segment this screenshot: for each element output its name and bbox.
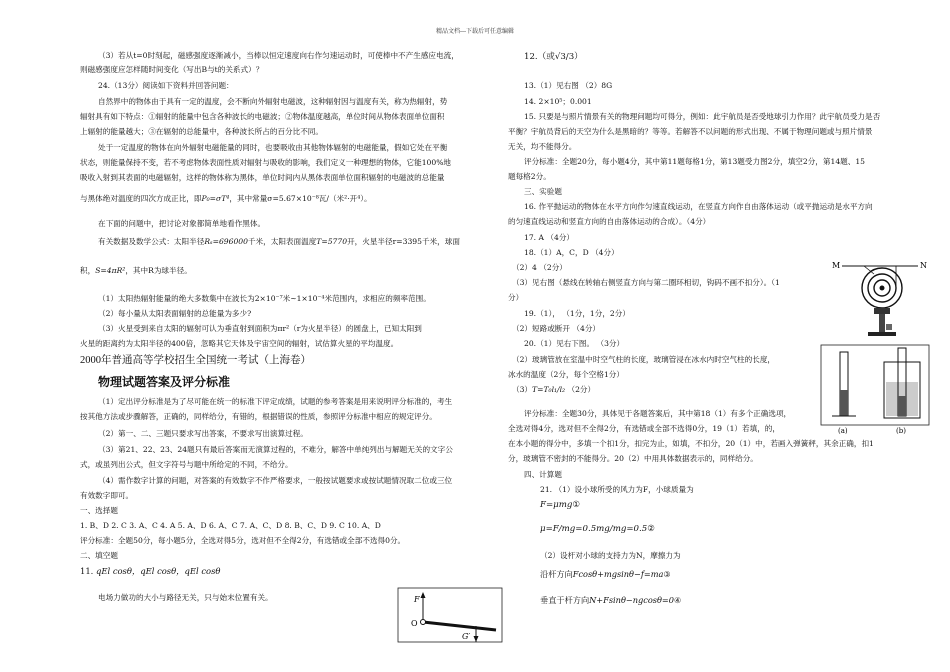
answer-title: 物理试题答案及评分标准 xyxy=(98,375,231,389)
section-experiment: 三、实验题 xyxy=(524,187,562,196)
sun-temperature: T=5770 xyxy=(316,237,348,246)
q18-3a: （3）见右图（悬线在转轴右侧竖直方向与第二圈环相切，钩码不画不扣分）。（1 xyxy=(512,278,780,287)
label-N: N xyxy=(920,261,927,270)
data-line-2 xyxy=(80,265,192,276)
section-choice: 一、选择题 xyxy=(80,506,118,515)
q15-c: 无关，均不能得分。 xyxy=(508,142,577,151)
q20-3-label: （3） xyxy=(512,385,533,394)
q20-3-formula: T=T₀l₁/l₂ xyxy=(532,385,566,394)
paragraph-2d-text2: ，其中常量σ=5.67×10⁻⁸瓦/（米²·开⁴）。 xyxy=(229,194,372,203)
note-4b: 有效数字即可。 xyxy=(80,491,134,500)
pivot-label-O: O xyxy=(411,619,418,628)
choice-answers: 1. B、D 2. C 3. A、C 4. A 5. A、D 6. A、C 7. A、C、D 8. B、C、D 9. C 10. A、D xyxy=(80,521,381,530)
sub-question-3a: （3）火星受到来自太阳的辐射可认为垂直射到面积为πr²（r为火星半径）的圆盘上，已知太阳到 xyxy=(98,324,422,333)
stefan-boltzmann-formula: P₀=σT⁴ xyxy=(201,194,230,203)
force-label-F: F xyxy=(414,595,420,604)
paragraph-1b: 辐射具有如下特点：①辐射的能量中包含各种波长的电磁波；②物体温度越高，单位时间从物体表面单位面积 xyxy=(80,112,445,121)
label-b: (b) xyxy=(896,427,906,435)
q11-note: 电场力做功的大小与路径无关，只与始末位置有关。 xyxy=(98,593,273,602)
label-M: M xyxy=(832,261,841,270)
note-1b: 按其他方法或步骤解答，正确的，同样给分，有错的，根据错误的性质，参照评分标准中相应的规定评分。 xyxy=(80,412,437,421)
paragraph-2d xyxy=(80,193,372,204)
q19-2: （2）短路或断开 （4分） xyxy=(512,324,601,333)
equation-2 xyxy=(540,524,655,535)
q16-b: 的匀速直线运动和竖直方向的自由落体运动的合成）。（4分） xyxy=(508,217,711,226)
q16-a: 16. 作平抛运动的物体在水平方向作匀速直线运动，在竖直方向作自由落体运动（或平抛运动是水平方向 xyxy=(524,202,873,211)
equation-3 xyxy=(540,569,671,580)
q23-part3: （3）若从t=0时刻起，磁感强度逐渐减小，当棒以恒定速度向右作匀速运动时，可使棒中不产生感应电流， xyxy=(98,51,459,60)
note-2: （2）第一、二、三题只要求写出答案，不要求写出演算过程。 xyxy=(98,429,308,438)
section-fill: 二、填空题 xyxy=(80,551,118,560)
q18-2: （2）4 （2分） xyxy=(512,263,567,272)
data-line-1 xyxy=(98,236,460,247)
equation-1-formula: F=μmg xyxy=(540,500,573,510)
q14-answer: 14. 2×10⁵；0.001 xyxy=(524,97,592,106)
equation-4 xyxy=(540,595,681,606)
q18-1: 18.（1）A，C，D （4分） xyxy=(524,248,619,257)
q11-number: 11. xyxy=(80,566,94,576)
section-calculation: 四、计算题 xyxy=(524,470,562,479)
paragraph-2a: 处于一定温度的物体在向外辐射电磁能量的同时，也要吸收由其他物体辐射的电磁能量，假如它处在平衡 xyxy=(98,143,448,152)
paragraph-3: 在下面的问题中，把讨论对象都简单地看作黑体。 xyxy=(98,219,266,228)
q20-2b: 冰水的温度（2分，每个空格1分） xyxy=(508,370,624,379)
q23-part3-cont: 则磁感强度应怎样随时间变化（写出B与t的关系式）？ xyxy=(80,65,264,74)
label-a: (a) xyxy=(838,427,848,435)
choice-scoring: 评分标准：全题50分，每小题5分，全选对得5分，选对但不全得2分，有选错或全部不选得0分。 xyxy=(80,536,406,545)
glass-tube-figure xyxy=(818,342,932,436)
q13-answer: 13.（1）见右图 （2）8G xyxy=(524,81,613,90)
q24-heading: 24.（13分）阅读如下资料并回答问题： xyxy=(98,81,234,90)
q15-b: 平衡？宇航员背后的天空为什么是黑暗的？等等。若解答不以问题的形式出现、不属于物理问题或与照片情景 xyxy=(508,127,873,136)
force-diagram-figure xyxy=(396,586,504,644)
coil-wheel-figure xyxy=(830,252,930,342)
equation-2-number: ② xyxy=(647,524,655,534)
note-3b: 式，或虽列出公式，但文字符号与题中所给定的不同，不给分。 xyxy=(80,460,293,469)
paragraph-2c: 吸收入射到其表面的电磁辐射，这样的物体称为黑体，单位时间内从黑体表面单位面积辐射的电磁波的总能量 xyxy=(80,173,445,182)
note-1a: （1）定出评分标准是为了尽可能在统一的标准下评定成绩，试题的参考答案是用来说明评分标准的，考生 xyxy=(98,397,453,406)
q20-1: 20.（1）见右下图。 （3分） xyxy=(524,339,625,348)
data-text: 开，火星半径r=3395千米，球面 xyxy=(347,237,460,246)
q12-answer: 12.（或√3/3） xyxy=(524,52,583,62)
data-text: 有关数据及数学公式：太阳半径 xyxy=(98,237,205,246)
scoring-3a: 评分标准：全题30分，具体见于各题答案后，其中第18（1）有多个正确选项， xyxy=(524,409,792,418)
equation-1-number: ① xyxy=(572,500,581,510)
paragraph-2b: 状态，则能量保持不变，若不考虑物体表面性质对辐射与吸收的影响，我们定义一种理想的物体，它能100%地 xyxy=(80,158,452,167)
page-header: 精品文档---下载后可任意编辑 xyxy=(435,28,515,35)
paragraph-1c: 上辐射的能量越大；③在辐射的总能量中，各种波长所占的百分比不同。 xyxy=(80,127,323,136)
equation-3-formula: Fcosθ+mgsinθ−f=ma xyxy=(572,569,664,579)
equation-3-number: ③ xyxy=(663,569,671,579)
paragraph-1a: 自然界中的物体由于具有一定的温度，会不断向外辐射电磁波，这种辐射因与温度有关，称为热辐射，势 xyxy=(98,97,448,106)
note-4a: （4）需作数字计算的问题，对答案的有效数字不作严格要求，一般按试题要求或按试题情况取二位或三位 xyxy=(98,476,453,485)
note-3a: （3）第21、22、23、24题只有最后答案而无演算过程的，不难分，解答中单纯列出与解题无关的文字公 xyxy=(98,445,453,454)
q20-3 xyxy=(512,384,595,395)
sun-radius: Rₛ=696000 xyxy=(204,237,248,246)
equation-1 xyxy=(540,500,580,511)
equation-4-number: ④ xyxy=(673,595,682,605)
sub-question-3b: 火星的距离约为太阳半径的400倍，忽略其它天体及宇宙空间的辐射，试估算火星的平均温度。 xyxy=(80,339,399,348)
equation-4-formula: N+Fsinθ−ngcosθ=0 xyxy=(589,595,674,605)
q17-answer: 17. A （4分） xyxy=(524,233,575,242)
q21-1: 21. （1）设小球所受的风力为F，小球质量为 xyxy=(540,485,694,494)
sphere-area-formula: S=4πR² xyxy=(95,266,126,275)
equation-3-label: 沿杆方向 xyxy=(540,569,573,579)
scoring-3b: 全选对得4分，选对但不全得2分，有选错或全部不选得0分，19（1）若填，的， xyxy=(508,424,780,433)
data-text: 千米，太阳表面温度 xyxy=(247,237,317,246)
paragraph-2d-text: 与黑体绝对温度的四次方成正比，即 xyxy=(80,194,202,203)
q19-1: 19.（1）， （1分，1分，2分） xyxy=(524,309,630,318)
exam-title: 2000年普通高等学校招生全国统一考试（上海卷） xyxy=(80,355,311,366)
sub-question-1: （1）太阳热辐射能量的绝大多数集中在波长为2×10⁻⁷米~1×10⁻⁴米范围内，求相应的频率范围。 xyxy=(98,294,431,303)
data-text: 积， xyxy=(80,266,96,275)
data-text: ，其中R为球半径。 xyxy=(125,266,192,275)
q18-3b: 分） xyxy=(508,293,524,302)
scoring-2a: 评分标准：全题20分，每小题4分，其中第11题每格1分，第13题受力图2分，填空2分，第14题、15 xyxy=(524,157,866,166)
q15-a: 15. 只要是与照片情景有关的物理问题均可得分，例如：此宇航员是否受地球引力作用？此宇航员受力是否 xyxy=(524,112,881,121)
scoring-3d: 分，玻璃管不密封的不能得分。20（2）中用具体数据表示的，同样给分。 xyxy=(508,454,758,463)
q11-answer xyxy=(80,566,220,577)
q11-formula: qEl cosθ，qEl cosθ，qEl cosθ xyxy=(96,566,221,576)
q20-2a: （2）玻璃管放在室温中时空气柱的长度，玻璃管浸在冰水内时空气柱的长度， xyxy=(512,355,776,364)
equation-4-label: 垂直于杆方向 xyxy=(540,595,590,605)
q21-2: （2）设杆对小球的支持力为N，摩擦力为 xyxy=(540,551,681,560)
q20-3-score: （2分） xyxy=(565,385,596,394)
weight-label-G: G′ xyxy=(462,632,471,641)
scoring-3c: 在本小题的得分中，多填一个扣1分，扣完为止，如填，不扣分，20（1）中，若画入弹簧秤，其余正确，扣1 xyxy=(508,439,874,448)
equation-2-formula: μ=F/mg=0.5mg/mg=0.5 xyxy=(540,524,648,534)
sub-question-2: （2）每小量从太阳表面辐射的总能量为多少? xyxy=(98,309,252,318)
scoring-2b: 题每格2分。 xyxy=(508,172,551,181)
